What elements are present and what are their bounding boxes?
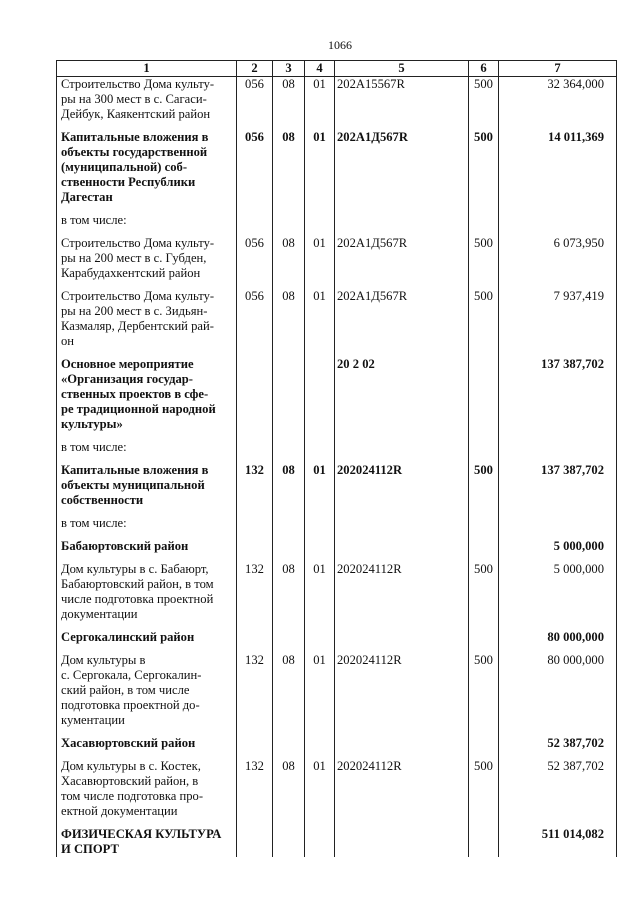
- spacer-cell: [237, 228, 273, 236]
- row-subsection-code: [305, 630, 335, 645]
- spacer-cell: [469, 228, 499, 236]
- spacer-cell: [273, 281, 305, 289]
- spacer-cell: [57, 508, 237, 516]
- row-ministry-code: [237, 539, 273, 554]
- spacer-cell: [305, 531, 335, 539]
- row-subsection-code: [305, 827, 335, 857]
- spacer-cell: [335, 432, 469, 440]
- row-section-code: 08: [273, 130, 305, 205]
- row-subsection-code: [305, 539, 335, 554]
- spacer-cell: [335, 819, 469, 827]
- spacer-cell: [305, 554, 335, 562]
- row-amount: 80 000,000: [499, 653, 617, 728]
- page-number: 1066: [328, 38, 352, 52]
- row-name-cell: Капитальные вложения в объекты государственной (муниципальной) соб- ственности Республики Дагестан: [57, 130, 237, 205]
- row-amount: [499, 516, 617, 531]
- table-row: [57, 630, 617, 645]
- row-spacer: [57, 531, 617, 539]
- row-amount: 7 937,419: [499, 289, 617, 349]
- row-expense-type: 500: [469, 759, 499, 819]
- row-amount: 137 387,702: [499, 463, 617, 508]
- row-ministry-code: 056: [237, 236, 273, 281]
- row-amount: 52 387,702: [499, 759, 617, 819]
- row-expense-type: 500: [469, 77, 499, 123]
- spacer-cell: [499, 728, 617, 736]
- row-amount: 80 000,000: [499, 630, 617, 645]
- spacer-cell: [305, 432, 335, 440]
- row-ministry-code: [237, 440, 273, 455]
- spacer-cell: [57, 122, 237, 130]
- spacer-cell: [57, 622, 237, 630]
- row-expense-type: 500: [469, 562, 499, 622]
- column-header: 4: [305, 61, 335, 77]
- row-section-code: 08: [273, 463, 305, 508]
- row-name-cell: Капитальные вложения в объекты муниципальной собственности: [57, 463, 237, 508]
- row-section-code: [273, 736, 305, 751]
- spacer-cell: [335, 554, 469, 562]
- row-target-article: 202А1Д567R: [335, 130, 469, 205]
- spacer-cell: [469, 349, 499, 357]
- row-target-article: 202А1Д567R: [335, 236, 469, 281]
- spacer-cell: [57, 751, 237, 759]
- spacer-cell: [57, 432, 237, 440]
- row-section-code: [273, 440, 305, 455]
- spacer-cell: [335, 122, 469, 130]
- spacer-cell: [273, 122, 305, 130]
- row-ministry-code: 056: [237, 130, 273, 205]
- row-subsection-code: 01: [305, 289, 335, 349]
- spacer-cell: [237, 508, 273, 516]
- table-row: [57, 562, 617, 622]
- row-section-code: [273, 516, 305, 531]
- spacer-cell: [273, 508, 305, 516]
- spacer-cell: [335, 508, 469, 516]
- row-target-article: 202024112R: [335, 463, 469, 508]
- spacer-cell: [499, 349, 617, 357]
- row-amount: 5 000,000: [499, 562, 617, 622]
- spacer-cell: [237, 645, 273, 653]
- row-expense-type: 500: [469, 289, 499, 349]
- column-header: 7: [499, 61, 617, 77]
- spacer-cell: [237, 531, 273, 539]
- row-name-cell: Строительство Дома культу- ры на 200 мест в с. Зидьян- Казмаляр, Дербентский рай- он: [57, 289, 237, 349]
- spacer-cell: [237, 205, 273, 213]
- table-row: [57, 463, 617, 508]
- spacer-cell: [499, 554, 617, 562]
- row-spacer: [57, 122, 617, 130]
- row-spacer: [57, 554, 617, 562]
- spacer-cell: [237, 122, 273, 130]
- row-spacer: [57, 228, 617, 236]
- spacer-cell: [305, 645, 335, 653]
- spacer-cell: [237, 622, 273, 630]
- table-body: [57, 77, 617, 858]
- spacer-cell: [499, 751, 617, 759]
- table-row: [57, 130, 617, 205]
- spacer-cell: [305, 455, 335, 463]
- spacer-cell: [335, 728, 469, 736]
- spacer-cell: [273, 228, 305, 236]
- spacer-cell: [237, 281, 273, 289]
- spacer-cell: [305, 728, 335, 736]
- spacer-cell: [237, 728, 273, 736]
- column-header: 1: [57, 61, 237, 77]
- budget-table: [56, 60, 617, 857]
- spacer-cell: [305, 122, 335, 130]
- column-header: 6: [469, 61, 499, 77]
- spacer-cell: [335, 349, 469, 357]
- row-subsection-code: [305, 736, 335, 751]
- table-row: [57, 516, 617, 531]
- row-target-article: [335, 539, 469, 554]
- row-section-code: [273, 827, 305, 857]
- row-section-code: [273, 357, 305, 432]
- spacer-cell: [335, 751, 469, 759]
- spacer-cell: [305, 751, 335, 759]
- spacer-cell: [469, 432, 499, 440]
- table-row: [57, 539, 617, 554]
- row-ministry-code: 056: [237, 289, 273, 349]
- row-ministry-code: [237, 357, 273, 432]
- row-target-article: [335, 827, 469, 857]
- table-row: [57, 653, 617, 728]
- table-row: [57, 357, 617, 432]
- row-target-article: 202А15567R: [335, 77, 469, 123]
- spacer-cell: [273, 432, 305, 440]
- row-target-article: 202024112R: [335, 562, 469, 622]
- row-ministry-code: [237, 736, 273, 751]
- row-amount: 511 014,082: [499, 827, 617, 857]
- spacer-cell: [335, 455, 469, 463]
- spacer-cell: [469, 205, 499, 213]
- row-name-cell: ФИЗИЧЕСКАЯ КУЛЬТУРА И СПОРТ: [57, 827, 237, 857]
- row-expense-type: [469, 827, 499, 857]
- spacer-cell: [335, 205, 469, 213]
- spacer-cell: [335, 281, 469, 289]
- spacer-cell: [499, 622, 617, 630]
- row-expense-type: [469, 213, 499, 228]
- row-amount: [499, 213, 617, 228]
- spacer-cell: [273, 554, 305, 562]
- row-expense-type: 500: [469, 130, 499, 205]
- spacer-cell: [57, 281, 237, 289]
- spacer-cell: [237, 554, 273, 562]
- row-expense-type: [469, 440, 499, 455]
- row-spacer: [57, 281, 617, 289]
- row-name-cell: в том числе:: [57, 516, 237, 531]
- row-ministry-code: [237, 516, 273, 531]
- spacer-cell: [469, 122, 499, 130]
- row-expense-type: [469, 736, 499, 751]
- spacer-cell: [335, 622, 469, 630]
- spacer-cell: [305, 508, 335, 516]
- spacer-cell: [469, 281, 499, 289]
- spacer-cell: [57, 554, 237, 562]
- table-row: [57, 77, 617, 123]
- spacer-cell: [499, 205, 617, 213]
- row-name-cell: в том числе:: [57, 440, 237, 455]
- row-subsection-code: [305, 213, 335, 228]
- row-subsection-code: [305, 440, 335, 455]
- row-subsection-code: 01: [305, 562, 335, 622]
- spacer-cell: [273, 531, 305, 539]
- column-header: 2: [237, 61, 273, 77]
- row-name-cell: Дом культуры в с. Костек, Хасавюртовский район, в том числе подготовка про- ектной документации: [57, 759, 237, 819]
- row-amount: 6 073,950: [499, 236, 617, 281]
- spacer-cell: [273, 645, 305, 653]
- spacer-cell: [273, 455, 305, 463]
- row-ministry-code: [237, 213, 273, 228]
- row-ministry-code: 056: [237, 77, 273, 123]
- row-amount: [499, 440, 617, 455]
- row-section-code: [273, 213, 305, 228]
- row-expense-type: [469, 630, 499, 645]
- row-ministry-code: 132: [237, 463, 273, 508]
- spacer-cell: [237, 455, 273, 463]
- spacer-cell: [469, 554, 499, 562]
- row-spacer: [57, 645, 617, 653]
- spacer-cell: [469, 508, 499, 516]
- spacer-cell: [499, 531, 617, 539]
- spacer-cell: [57, 819, 237, 827]
- spacer-cell: [273, 728, 305, 736]
- row-amount: 14 011,369: [499, 130, 617, 205]
- row-target-article: 202А1Д567R: [335, 289, 469, 349]
- spacer-cell: [57, 645, 237, 653]
- spacer-cell: [237, 819, 273, 827]
- row-amount: 52 387,702: [499, 736, 617, 751]
- column-header: 3: [273, 61, 305, 77]
- row-name-cell: Строительство Дома культу- ры на 200 мест в с. Губден, Карабудахкентский район: [57, 236, 237, 281]
- row-target-article: 202024112R: [335, 653, 469, 728]
- spacer-cell: [499, 508, 617, 516]
- row-spacer: [57, 819, 617, 827]
- row-section-code: [273, 630, 305, 645]
- row-name-cell: Дом культуры в с. Бабаюрт, Бабаюртовский район, в том числе подготовка проектной документации: [57, 562, 237, 622]
- row-subsection-code: 01: [305, 77, 335, 123]
- spacer-cell: [57, 228, 237, 236]
- spacer-cell: [273, 205, 305, 213]
- row-section-code: 08: [273, 289, 305, 349]
- column-header: 5: [335, 61, 469, 77]
- row-expense-type: [469, 516, 499, 531]
- row-spacer: [57, 751, 617, 759]
- row-name-cell: Хасавюртовский район: [57, 736, 237, 751]
- spacer-cell: [237, 432, 273, 440]
- row-subsection-code: 01: [305, 236, 335, 281]
- spacer-cell: [57, 349, 237, 357]
- row-expense-type: 500: [469, 463, 499, 508]
- row-spacer: [57, 508, 617, 516]
- spacer-cell: [469, 751, 499, 759]
- spacer-cell: [273, 622, 305, 630]
- spacer-cell: [305, 349, 335, 357]
- row-subsection-code: [305, 516, 335, 531]
- table-row: [57, 236, 617, 281]
- row-expense-type: [469, 357, 499, 432]
- row-amount: 32 364,000: [499, 77, 617, 123]
- row-expense-type: 500: [469, 653, 499, 728]
- row-spacer: [57, 455, 617, 463]
- spacer-cell: [499, 645, 617, 653]
- spacer-cell: [237, 751, 273, 759]
- row-spacer: [57, 349, 617, 357]
- row-target-article: [335, 213, 469, 228]
- spacer-cell: [469, 622, 499, 630]
- spacer-cell: [499, 228, 617, 236]
- row-ministry-code: [237, 630, 273, 645]
- row-target-article: [335, 736, 469, 751]
- row-ministry-code: 132: [237, 759, 273, 819]
- row-ministry-code: 132: [237, 562, 273, 622]
- spacer-cell: [499, 281, 617, 289]
- table-row: [57, 736, 617, 751]
- table-row: [57, 289, 617, 349]
- spacer-cell: [499, 122, 617, 130]
- spacer-cell: [57, 728, 237, 736]
- row-section-code: 08: [273, 236, 305, 281]
- spacer-cell: [305, 819, 335, 827]
- row-target-article: 20 2 02: [335, 357, 469, 432]
- spacer-cell: [469, 531, 499, 539]
- row-name-cell: Дом культуры в с. Сергокала, Сергокалин- ский район, в том числе подготовка проектной до- кументации: [57, 653, 237, 728]
- spacer-cell: [335, 228, 469, 236]
- row-subsection-code: 01: [305, 130, 335, 205]
- row-amount: 137 387,702: [499, 357, 617, 432]
- row-name-cell: Сергокалинский район: [57, 630, 237, 645]
- spacer-cell: [469, 455, 499, 463]
- table-header-row: [57, 61, 617, 77]
- row-subsection-code: 01: [305, 653, 335, 728]
- row-expense-type: [469, 539, 499, 554]
- row-section-code: 08: [273, 77, 305, 123]
- table-row: [57, 827, 617, 857]
- table-row: [57, 213, 617, 228]
- spacer-cell: [273, 819, 305, 827]
- row-section-code: 08: [273, 562, 305, 622]
- row-spacer: [57, 728, 617, 736]
- spacer-cell: [499, 455, 617, 463]
- row-section-code: 08: [273, 653, 305, 728]
- spacer-cell: [469, 728, 499, 736]
- spacer-cell: [273, 349, 305, 357]
- spacer-cell: [305, 228, 335, 236]
- row-target-article: 202024112R: [335, 759, 469, 819]
- row-target-article: [335, 516, 469, 531]
- spacer-cell: [305, 281, 335, 289]
- row-expense-type: 500: [469, 236, 499, 281]
- spacer-cell: [273, 751, 305, 759]
- row-subsection-code: 01: [305, 463, 335, 508]
- row-target-article: [335, 440, 469, 455]
- row-section-code: 08: [273, 759, 305, 819]
- row-section-code: [273, 539, 305, 554]
- row-subsection-code: [305, 357, 335, 432]
- row-spacer: [57, 205, 617, 213]
- row-name-cell: Строительство Дома культу- ры на 300 мест в с. Сагаси- Дейбук, Каякентский район: [57, 77, 237, 123]
- row-name-cell: Основное мероприятие «Организация государ- ственных проектов в сфе- ре традиционной народной культуры»: [57, 357, 237, 432]
- spacer-cell: [469, 819, 499, 827]
- spacer-cell: [57, 455, 237, 463]
- table-row: [57, 759, 617, 819]
- spacer-cell: [305, 205, 335, 213]
- table-row: [57, 440, 617, 455]
- spacer-cell: [57, 531, 237, 539]
- row-name-cell: в том числе:: [57, 213, 237, 228]
- spacer-cell: [499, 432, 617, 440]
- row-name-cell: Бабаюртовский район: [57, 539, 237, 554]
- spacer-cell: [57, 205, 237, 213]
- spacer-cell: [335, 645, 469, 653]
- row-spacer: [57, 432, 617, 440]
- row-amount: 5 000,000: [499, 539, 617, 554]
- spacer-cell: [305, 622, 335, 630]
- row-ministry-code: 132: [237, 653, 273, 728]
- row-subsection-code: 01: [305, 759, 335, 819]
- spacer-cell: [469, 645, 499, 653]
- row-spacer: [57, 622, 617, 630]
- spacer-cell: [237, 349, 273, 357]
- spacer-cell: [499, 819, 617, 827]
- row-ministry-code: [237, 827, 273, 857]
- row-target-article: [335, 630, 469, 645]
- spacer-cell: [335, 531, 469, 539]
